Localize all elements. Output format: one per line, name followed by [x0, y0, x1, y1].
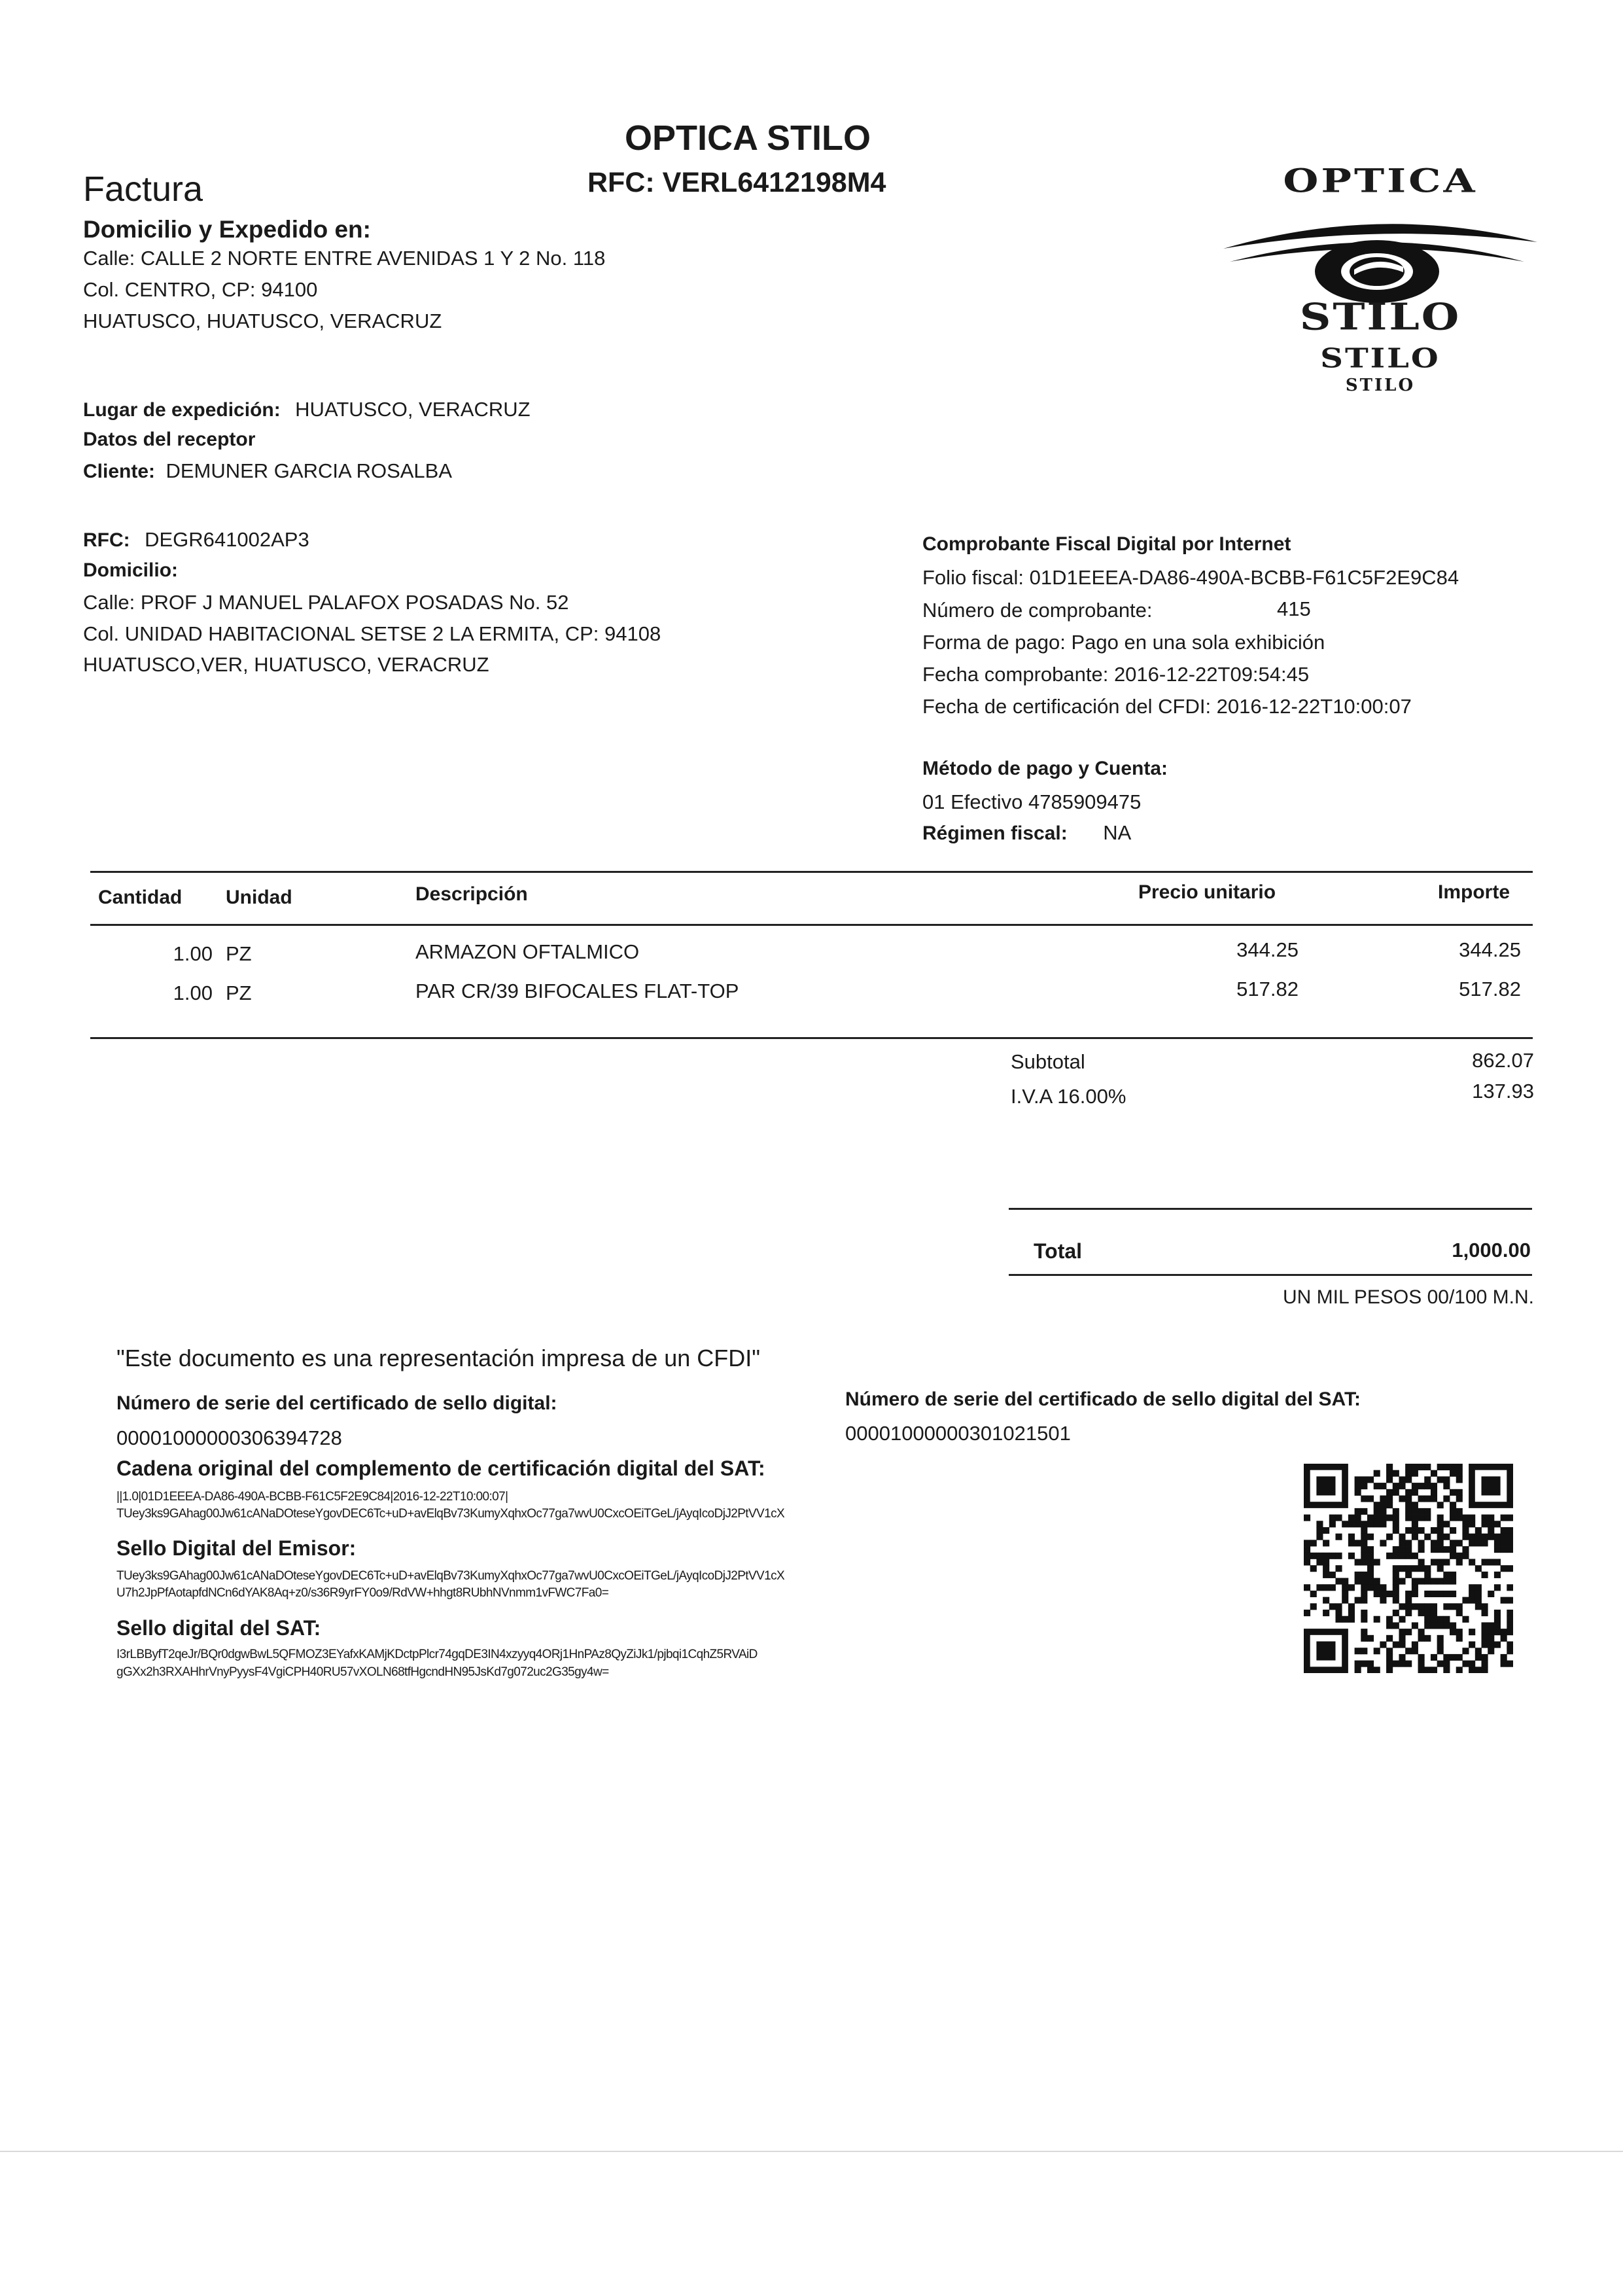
total-in-words: UN MIL PESOS 00/100 M.N.: [1282, 1286, 1534, 1308]
lugar-label: Lugar de expedición:: [83, 399, 281, 421]
serie-sat-label: Número de serie del certificado de sello digital del SAT:: [845, 1388, 1361, 1410]
col-header-importe: Importe: [1438, 881, 1510, 903]
document-type-title: Factura: [83, 169, 203, 209]
domicilio-line: Col. CENTRO, CP: 94100: [83, 278, 318, 301]
table-bottom-rule: [90, 1037, 1533, 1039]
col-header-descripcion: Descripción: [415, 883, 528, 905]
lugar-expedicion: [83, 398, 531, 421]
logo-word-stilo-large: STILO: [1299, 294, 1461, 339]
logo-word-stilo-small: STILO: [1345, 376, 1416, 395]
serie-emisor-label: Número de serie del certificado de sello digital:: [116, 1392, 557, 1414]
receptor-domicilio-label: Domicilio:: [83, 559, 179, 581]
metodo-pago-heading: Método de pago y Cuenta:: [922, 758, 1168, 779]
domicilio-line: Calle: CALLE 2 NORTE ENTRE AVENIDAS 1 Y 2 No. 118: [83, 247, 606, 270]
cliente-value: DEMUNER GARCIA ROSALBA: [166, 459, 453, 482]
col-header-precio: Precio unitario: [1138, 881, 1276, 903]
iva-value: 137.93: [1472, 1080, 1534, 1103]
regimen-value: NA: [1103, 821, 1132, 844]
subtotal-value: 862.07: [1472, 1049, 1534, 1072]
cell-unidad: PZ: [226, 942, 252, 965]
cadena-original-line: ||1.0|01D1EEEA-DA86-490A-BCBB-F61C5F2E9C84|2016-12-22T10:00:07|: [116, 1490, 508, 1504]
col-header-unidad: Unidad: [226, 887, 292, 908]
fecha-comprobante: Fecha comprobante: 2016-12-22T09:54:45: [922, 663, 1310, 686]
sello-sat-label: Sello digital del SAT:: [116, 1616, 321, 1640]
receptor-domicilio-line: Calle: PROF J MANUEL PALAFOX POSADAS No. 52: [83, 591, 569, 614]
receptor-rfc-value: DEGR641002AP3: [145, 528, 309, 551]
cfdi-representation-note: "Este documento es una representación impresa de un CFDI": [116, 1345, 761, 1371]
numero-comprobante-value: 415: [1277, 597, 1311, 620]
sello-sat-line: gGXx2h3RXAHhrVnyPyysF4VgiCPH40RU57vXOLN68tfHgcndHN95JsKd7g072uc2G35gy4w=: [116, 1665, 609, 1679]
cliente: [83, 459, 452, 483]
cell-unidad: PZ: [226, 981, 252, 1004]
receptor-heading: Datos del receptor: [83, 429, 256, 450]
fecha-certificacion: Fecha de certificación del CFDI: 2016-12-22T10:00:07: [922, 695, 1412, 718]
table-header-rule: [90, 924, 1533, 926]
serie-emisor-value: 00001000000306394728: [116, 1426, 342, 1449]
cadena-original-label: Cadena original del complemento de certificación digital del SAT:: [116, 1457, 765, 1480]
issuer-rfc: RFC: VERL6412198M4: [587, 167, 886, 198]
sello-emisor-label: Sello Digital del Emisor:: [116, 1536, 357, 1560]
iva-label: I.V.A 16.00%: [1011, 1085, 1126, 1108]
logo-word-stilo-medium: STILO: [1320, 343, 1440, 374]
receptor-domicilio-line: HUATUSCO,VER, HUATUSCO, VERACRUZ: [83, 653, 489, 676]
cell-importe: 517.82: [1459, 978, 1521, 1000]
cell-precio: 344.25: [1236, 938, 1299, 961]
serie-sat-value: 00001000000301021501: [845, 1422, 1071, 1445]
table-top-rule: [90, 871, 1533, 873]
cell-descripcion: PAR CR/39 BIFOCALES FLAT-TOP: [415, 980, 739, 1002]
cadena-original-line: TUey3ks9GAhag00Jw61cANaDOteseYgovDEC6Tc+uD+avElqBv73KumyXqhxOc77ga7wvU0CxcOEiTGeL/jAyqIcoDjJ2PtVV1cX: [116, 1507, 785, 1521]
sello-emisor-line: TUey3ks9GAhag00Jw61cANaDOteseYgovDEC6Tc+uD+avElqBv73KumyXqhxOc77ga7wvU0CxcOEiTGeL/jAyqIcoDjJ2PtVV1cX: [116, 1569, 785, 1583]
cell-precio: 517.82: [1236, 978, 1299, 1000]
total-top-rule: [1009, 1208, 1532, 1210]
issuer-name: OPTICA STILO: [625, 118, 871, 158]
cfdi-heading: Comprobante Fiscal Digital por Internet: [922, 533, 1291, 555]
cell-descripcion: ARMAZON OFTALMICO: [415, 940, 640, 963]
optica-stilo-logo: [1217, 157, 1544, 406]
folio-fiscal: Folio fiscal: 01D1EEEA-DA86-490A-BCBB-F61C5F2E9C84: [922, 566, 1459, 589]
col-header-cantidad: Cantidad: [98, 887, 183, 908]
domicilio-heading: Domicilio y Expedido en:: [83, 216, 371, 243]
lugar-value: HUATUSCO, VERACRUZ: [295, 398, 531, 421]
cell-cantidad: 1.00: [173, 942, 213, 965]
cell-importe: 344.25: [1459, 938, 1521, 961]
cell-cantidad: 1.00: [173, 981, 213, 1004]
scan-edge: [0, 2151, 1623, 2152]
forma-pago: Forma de pago: Pago en una sola exhibición: [922, 631, 1325, 654]
qr-code-icon: [1304, 1464, 1513, 1673]
domicilio-line: HUATUSCO, HUATUSCO, VERACRUZ: [83, 309, 442, 332]
receptor-domicilio-line: Col. UNIDAD HABITACIONAL SETSE 2 LA ERMITA, CP: 94108: [83, 622, 661, 645]
total-value: 1,000.00: [1452, 1239, 1531, 1262]
cliente-label: Cliente:: [83, 461, 156, 482]
subtotal-label: Subtotal: [1011, 1050, 1085, 1073]
receptor-rfc: [83, 528, 309, 552]
logo-word-optica: OPTICA: [1283, 162, 1478, 200]
numero-comprobante-label: Número de comprobante:: [922, 599, 1153, 622]
regimen-label: Régimen fiscal:: [922, 822, 1068, 844]
metodo-pago-value: 01 Efectivo 4785909475: [922, 790, 1142, 813]
sello-sat-line: I3rLBByfT2qeJr/BQr0dgwBwL5QFMOZ3EYafxKAMjKDctpPlcr74gqDE3IN4xzyyq4ORj1HnPAz8QyZiJk1/pjbqi1CqhZ5RVAiD: [116, 1648, 758, 1661]
sello-emisor-line: U7h2JpPfAotapfdNCn6dYAK8Aq+z0/s36R9yrFY0o9/RdVW+hhgt8RUbhNVnmm1vFWC7Fa0=: [116, 1586, 609, 1600]
total-label: Total: [1034, 1239, 1083, 1263]
receptor-rfc-label: RFC:: [83, 529, 130, 551]
total-bottom-rule: [1009, 1274, 1532, 1276]
regimen-fiscal: [922, 821, 1131, 845]
